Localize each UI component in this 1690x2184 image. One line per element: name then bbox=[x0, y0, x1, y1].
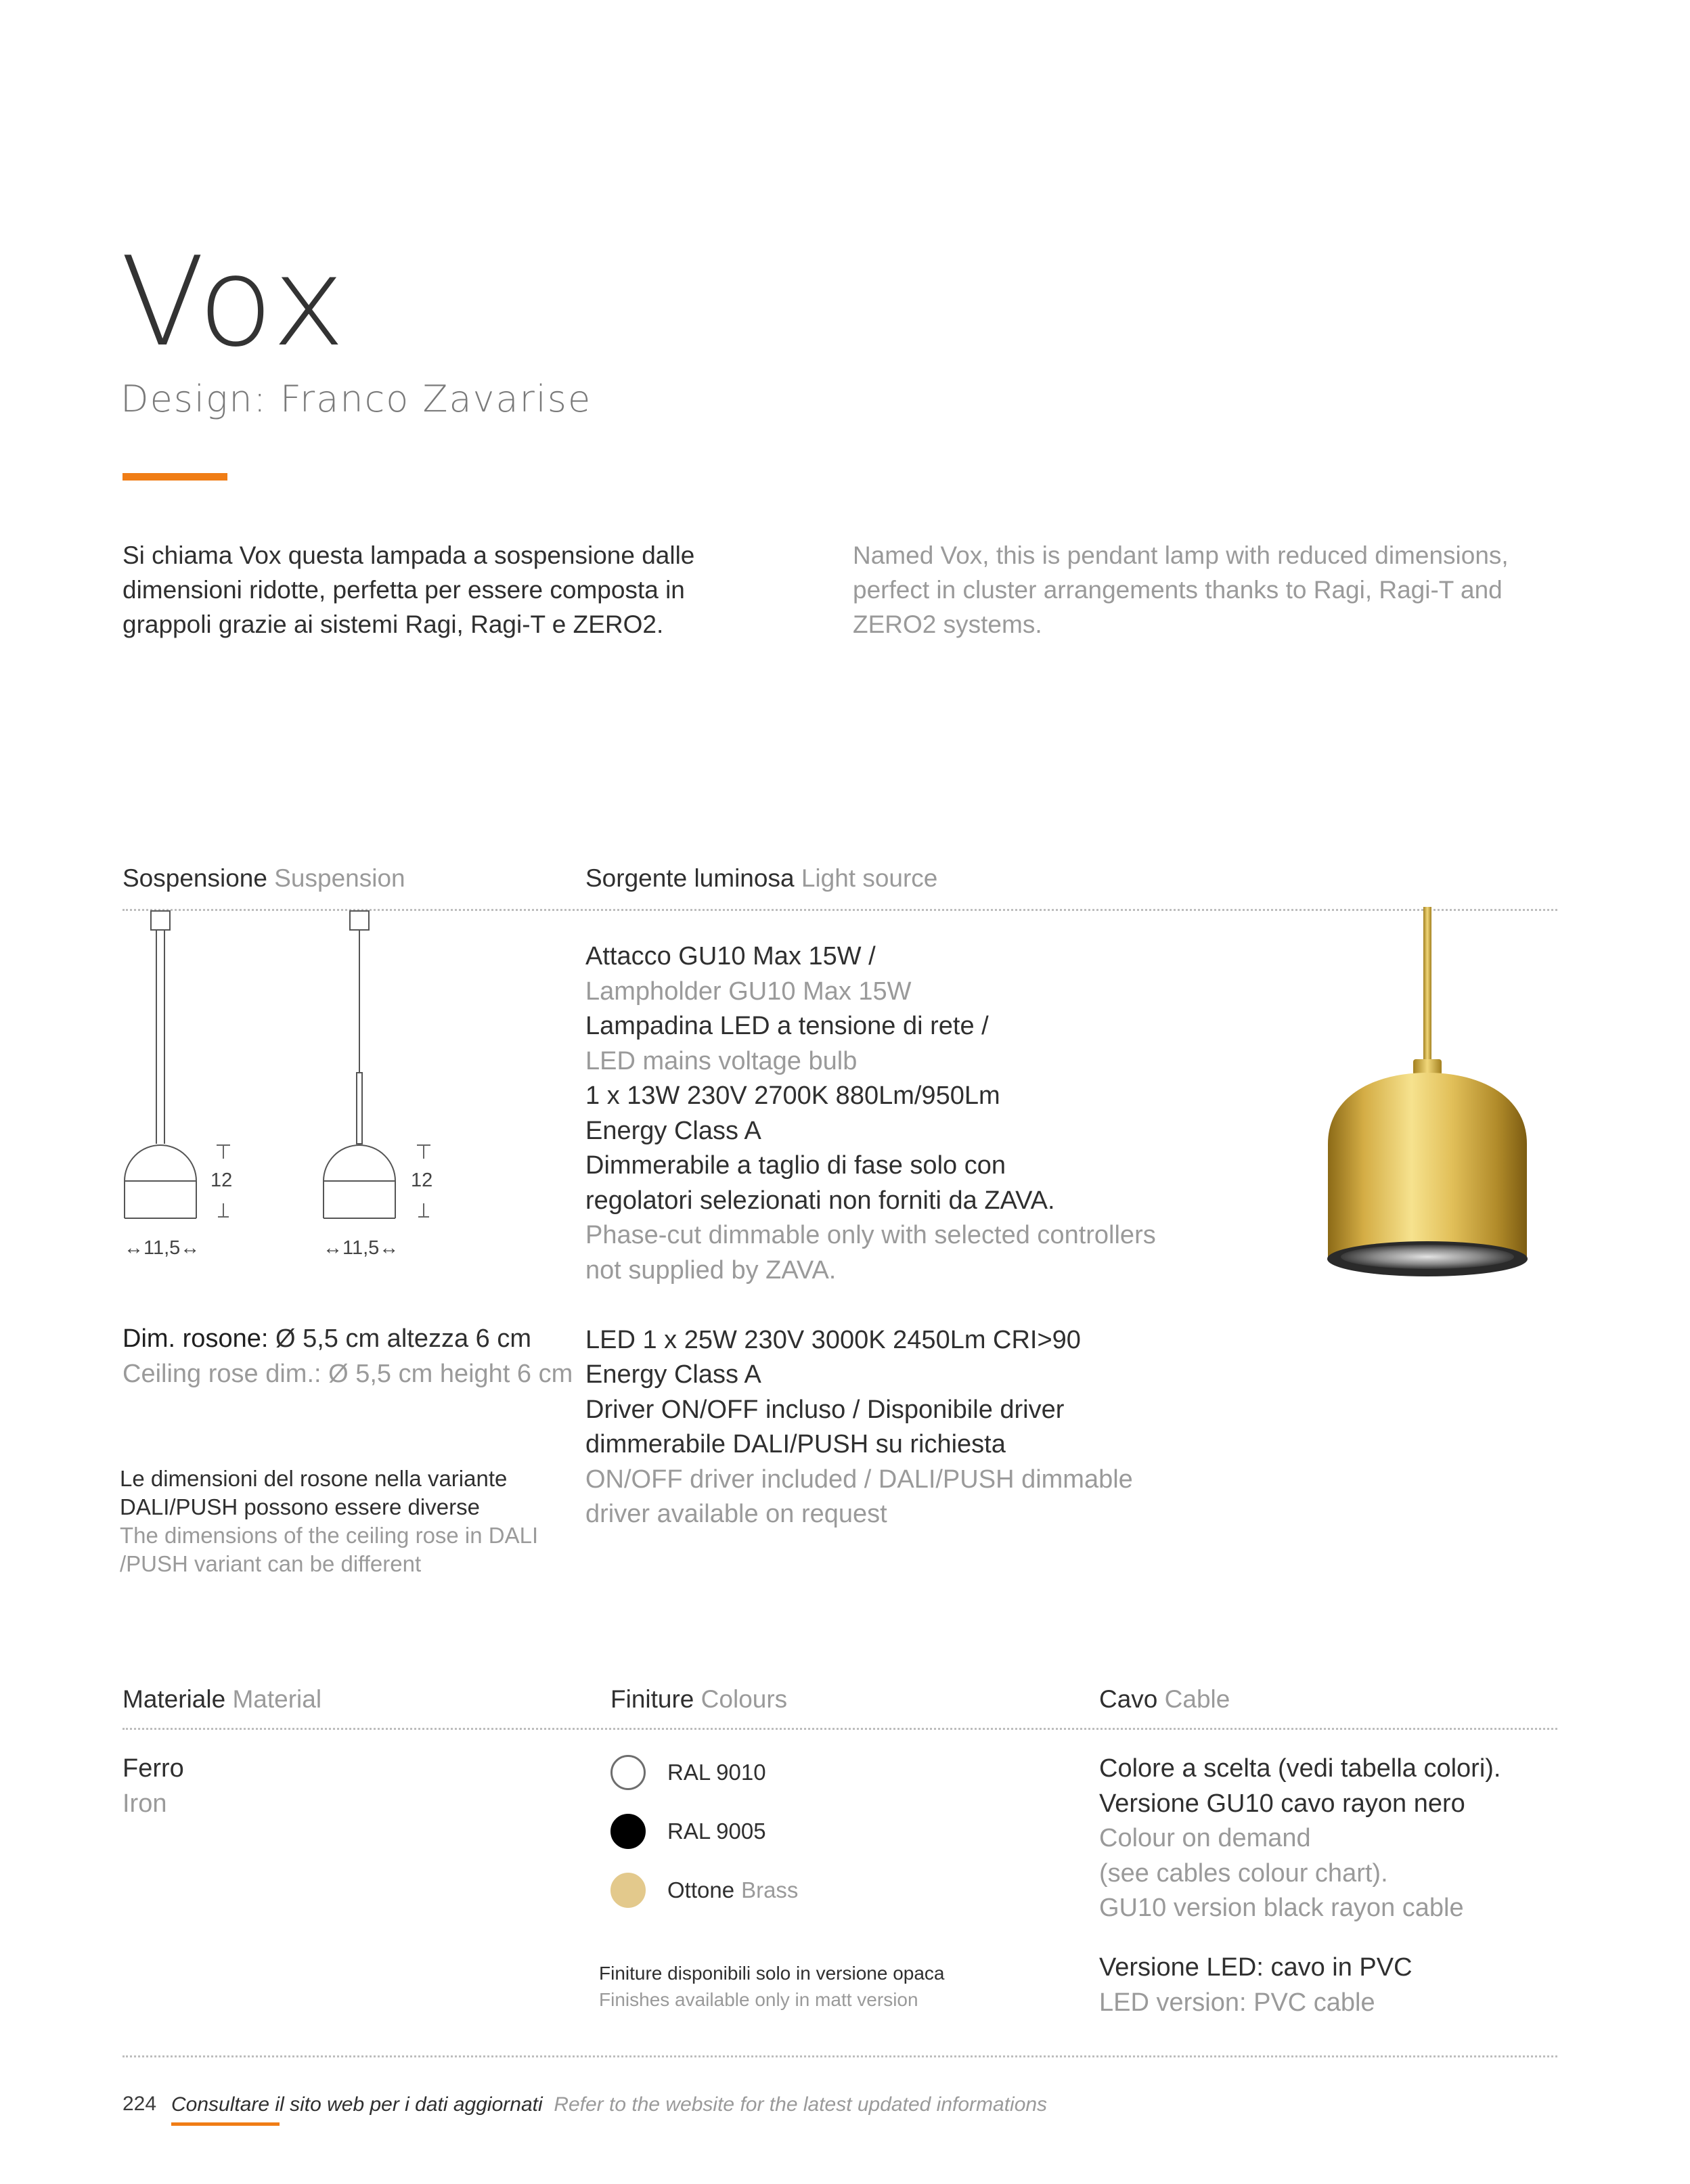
colours-note: Finiture disponibili solo in versione opaca Finishes available only in matt version bbox=[599, 1963, 945, 2010]
drawing-led bbox=[324, 911, 395, 1218]
height-dimension-led: 12 bbox=[411, 1169, 433, 1191]
material-value: Ferro Iron bbox=[123, 1754, 184, 1818]
light-source-line: LED 1 x 25W 230V 3000K 2450Lm CRI>90 bbox=[585, 1325, 1081, 1354]
colours-heading: Finiture Colours bbox=[610, 1685, 788, 1713]
cable-line: Versione GU10 cavo rayon nero bbox=[1099, 1789, 1465, 1818]
drawing-gu10 bbox=[125, 911, 196, 1218]
width-dimension-gu10: ↔11,5↔ bbox=[124, 1237, 200, 1259]
cable-line: Colour on demand bbox=[1099, 1824, 1311, 1852]
light-source-line: 1 x 13W 230V 2700K 880Lm/950Lm bbox=[585, 1082, 1000, 1110]
section-divider-bottom bbox=[123, 1728, 1557, 1730]
cable-line: (see cables colour chart). bbox=[1099, 1858, 1388, 1888]
light-source-line: not supplied by ZAVA. bbox=[585, 1255, 837, 1285]
footer-divider bbox=[123, 2055, 1557, 2057]
colour-swatch-icon bbox=[610, 1814, 646, 1849]
light-source-line: Phase-cut dimmable only with selected controllers bbox=[585, 1221, 1156, 1249]
light-source-line: regolatori selezionati non forniti da ZAVA. bbox=[585, 1186, 1055, 1215]
light-source-line: Energy Class A bbox=[585, 1116, 761, 1145]
ceiling-rose-note: Le dimensioni del rosone nella variante DALI/PUSH possono essere diverse The dimensions of the ceiling rose in DALI /PUSH variant can be different bbox=[120, 1466, 539, 1576]
colour-label-en: Brass bbox=[741, 1877, 799, 1902]
light-source-line bbox=[585, 1288, 1156, 1323]
light-source-specs bbox=[585, 939, 1156, 1532]
colour-swatch-icon bbox=[610, 1873, 646, 1908]
dimension-drawings bbox=[115, 907, 447, 1272]
footer-note: Consultare il sito web per i dati aggiornati Refer to the website for the latest updated informations bbox=[171, 2093, 1048, 2116]
product-title: Vox bbox=[120, 230, 348, 374]
light-source-heading: Sorgente luminosa Light source bbox=[585, 864, 938, 892]
colour-swatch-icon bbox=[610, 1755, 646, 1790]
light-source-line: ON/OFF driver included / DALI/PUSH dimmable bbox=[585, 1465, 1133, 1494]
light-source-line: Lampholder GU10 Max 15W bbox=[585, 977, 912, 1006]
material-heading: Materiale Material bbox=[123, 1685, 322, 1713]
light-source-line: LED mains voltage bulb bbox=[585, 1046, 858, 1075]
light-source-line: Driver ON/OFF incluso / Disponibile driver bbox=[585, 1395, 1065, 1424]
cable-led-version: Versione LED: cavo in PVC LED version: PVC cable bbox=[1099, 1953, 1413, 2017]
light-source-line: Lampadina LED a tensione di rete / bbox=[585, 1012, 989, 1040]
colour-label: RAL 9005 bbox=[667, 1819, 766, 1844]
intro-english: Named Vox, this is pendant lamp with reduced dimensions, perfect in cluster arrangements thanks to Ragi, Ragi-T and ZERO2 systems. bbox=[853, 541, 1509, 638]
colour-option bbox=[610, 1873, 1057, 1908]
width-dimension-led: ↔11,5↔ bbox=[323, 1237, 399, 1259]
accent-rule bbox=[123, 473, 227, 481]
colour-swatches bbox=[610, 1755, 1057, 1932]
designer-subtitle: Design: Franco Zavarise bbox=[120, 378, 592, 420]
light-source-line: Dimmerabile a taglio di fase solo con bbox=[585, 1151, 1006, 1180]
ceiling-rose-dimensions: Dim. rosone: Ø 5,5 cm altezza 6 cm Ceiling rose dim.: Ø 5,5 cm height 6 cm bbox=[123, 1324, 573, 1388]
colour-label: RAL 9010 bbox=[667, 1760, 766, 1785]
cable-line: GU10 version black rayon cable bbox=[1099, 1894, 1464, 1922]
footer-accent bbox=[171, 2122, 280, 2126]
page-number: 224 bbox=[123, 2093, 157, 2115]
suspension-heading: Sospensione Suspension bbox=[123, 864, 405, 892]
light-source-line: dimmerabile DALI/PUSH su richiesta bbox=[585, 1430, 1006, 1458]
height-dimension-gu10: 12 bbox=[210, 1169, 233, 1191]
cable-heading: Cavo Cable bbox=[1099, 1685, 1230, 1713]
cable-specs bbox=[1099, 1752, 1501, 1926]
light-source-line: Attacco GU10 Max 15W / bbox=[585, 942, 876, 971]
colour-label: Ottone bbox=[667, 1877, 735, 1902]
light-source-line: Energy Class A bbox=[585, 1360, 761, 1389]
lamp-photo bbox=[1313, 907, 1570, 1286]
colour-option bbox=[610, 1814, 1057, 1849]
intro-italian: Si chiama Vox questa lampada a sospensione dalle dimensioni ridotte, perfetta per essere composta in grappoli grazie ai sistemi Ragi, Ragi-T e ZERO2. bbox=[123, 541, 695, 638]
cable-line: Colore a scelta (vedi tabella colori). bbox=[1099, 1754, 1501, 1783]
colour-option bbox=[610, 1755, 1057, 1790]
light-source-line: driver available on request bbox=[585, 1500, 887, 1528]
